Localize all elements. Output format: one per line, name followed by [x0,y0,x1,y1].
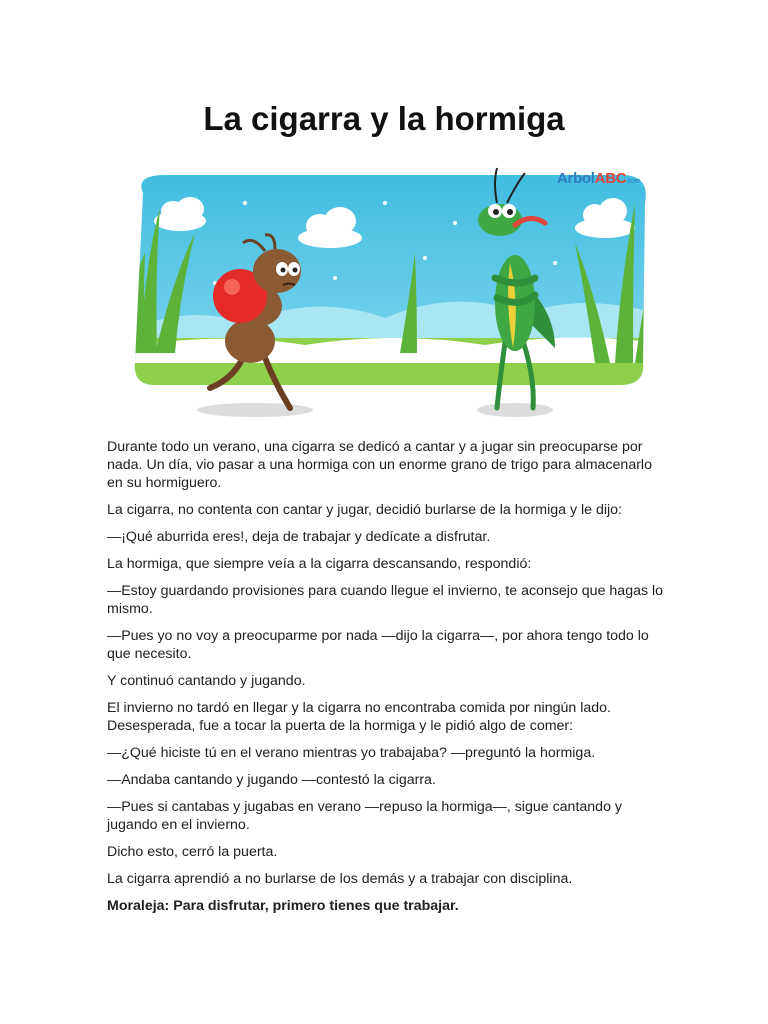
story-paragraph: —¿Qué hiciste tú en el verano mientras yo trabajaba? —preguntó la hormiga. [107,745,596,761]
story-paragraph: El invierno no tardó en llegar y la cigarra no encontraba comida por ningún lado. Desesperada, fue a tocar la puerta de la hormiga y le pidió algo de comer: [107,700,611,734]
page-title: La cigarra y la hormiga [203,100,565,137]
story-paragraph: —Pues si cantabas y jugabas en verano —repuso la hormiga—, sigue cantando y jugando en el invierno. [107,799,622,833]
story-paragraph: —¡Qué aburrida eres!, deja de trabajar y dedícate a disfrutar. [107,529,491,545]
story-paragraph: Durante todo un verano, una cigarra se dedicó a cantar y a jugar sin preocuparse por nada. Un día, vio pasar a una hormiga con un enorme grano de trigo para almacenarlo en su hormiguero. [107,439,652,491]
story-paragraph: Dicho esto, cerró la puerta. [107,844,278,860]
story-paragraph: —Estoy guardando provisiones para cuando llegue el invierno, te aconsejo que hagas lo mismo. [107,583,664,617]
arbolabc-logo: ArbolABC.com [557,170,641,187]
story-paragraph: La hormiga, que siempre veía a la cigarra descansando, respondió: [107,556,532,572]
story-illustration [125,163,655,425]
story-paragraph: La cigarra aprendió a no burlarse de los demás y a trabajar con disciplina. [107,871,573,887]
story-body [107,438,667,924]
story-paragraph: La cigarra, no contenta con cantar y jugar, decidió burlarse de la hormiga y le dijo: [107,502,622,518]
story-paragraph: —Pues yo no voy a preocuparme por nada —dijo la cigarra—, por ahora tengo todo lo que necesito. [107,628,649,662]
story-moral: Moraleja: Para disfrutar, primero tienes que trabajar. [107,898,459,914]
story-paragraph: —Andaba cantando y jugando —contestó la cigarra. [107,772,436,788]
story-paragraph: Y continuó cantando y jugando. [107,673,306,689]
